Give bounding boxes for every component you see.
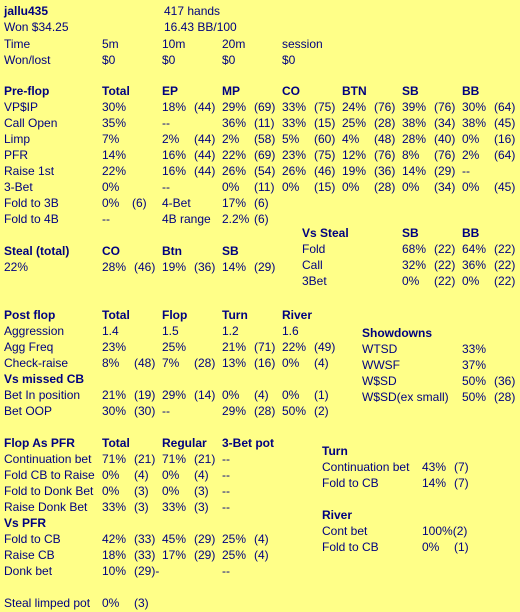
time-10m: 10m [162, 37, 186, 51]
postflop-row-label: Check-raise [4, 356, 69, 370]
vs-pfr-cell: (33) [134, 548, 156, 562]
preflop-cell: 22% [222, 148, 247, 162]
missed-cb-row-label: Bet OOP [4, 404, 53, 418]
flop-pfr-cell: 33% [162, 500, 187, 514]
postflop-cell: 21% [222, 340, 247, 354]
flop-pfr-cell: (21) [194, 452, 216, 466]
flop-pfr-cell: (21) [134, 452, 156, 466]
postflop-cell: (49) [314, 340, 336, 354]
preflop-cell: (34) [434, 116, 456, 130]
preflop-cell: 19% [342, 164, 367, 178]
fourbet-value: 17% [222, 196, 247, 210]
flop-pfr-header: 3-Bet pot [222, 436, 274, 450]
flop-pfr-cell: 71% [162, 452, 187, 466]
preflop-cell: 26% [222, 164, 247, 178]
preflop-cell: 24% [342, 100, 367, 114]
preflop-cell: 2% [162, 132, 180, 146]
preflop-cell: 35% [102, 116, 127, 130]
turn-title: Turn [322, 444, 348, 458]
missed-cb-cell: 29% [162, 388, 187, 402]
vs-missed-cb-title: Vs missed CB [4, 372, 85, 386]
vs-pfr-cell: -- [222, 564, 230, 578]
fourbet-range-count: (6) [254, 212, 269, 226]
preflop-cell: 0% [222, 180, 240, 194]
preflop-cell: (45) [494, 180, 516, 194]
hand-count: 417 hands [164, 4, 221, 18]
steal-cell: (36) [194, 260, 216, 274]
flop-pfr-cell: 0% [102, 484, 120, 498]
postflop-cell: 1.5 [162, 324, 179, 338]
vs-steal-sb: SB [402, 226, 419, 240]
flop-pfr-cell: (4) [134, 468, 149, 482]
missed-cb-cell: (19) [134, 388, 156, 402]
vs-pfr-cell: (33) [134, 532, 156, 546]
showdown-value: 50% [462, 374, 487, 388]
vs-pfr-title: Vs PFR [4, 516, 47, 530]
preflop-cell: 25% [342, 116, 367, 130]
preflop-row-label: Limp [4, 132, 31, 146]
turn-count: (7) [454, 460, 469, 474]
showdown-count: (36) [494, 374, 516, 388]
flop-pfr-cell: 71% [102, 452, 127, 466]
wonlost-20m: $0 [222, 53, 236, 67]
postflop-cell: 1.2 [222, 324, 239, 338]
preflop-cell: (64) [494, 100, 516, 114]
flop-pfr-cell: (3) [194, 500, 209, 514]
fourbet-range-value: 2.2% [222, 212, 250, 226]
showdowns-title: Showdowns [362, 326, 432, 340]
flop-pfr-cell: -- [222, 500, 230, 514]
preflop-cell: 12% [342, 148, 367, 162]
missed-cb-cell: 30% [102, 404, 127, 418]
preflop-cell: 7% [102, 132, 120, 146]
steal-co: CO [102, 244, 120, 258]
time-5m: 5m [102, 37, 119, 51]
preflop-cell: 26% [282, 164, 307, 178]
vs-steal-cell: (22) [434, 274, 456, 288]
postflop-header: Flop [162, 308, 188, 322]
preflop-cell: (29) [434, 164, 456, 178]
flop-pfr-cell: (3) [194, 484, 209, 498]
vs-steal-cell: 64% [462, 242, 487, 256]
postflop-header: River [282, 308, 313, 322]
wonlost-session: $0 [282, 53, 296, 67]
missed-cb-cell: (2) [314, 404, 329, 418]
preflop-row-label: Call Open [4, 116, 58, 130]
river-row-label: Fold to CB [322, 540, 379, 554]
turn-row-label: Continuation bet [322, 460, 410, 474]
turn-count: (7) [454, 476, 469, 490]
preflop-row-label: PFR [4, 148, 28, 162]
showdown-row-label: WTSD [362, 342, 398, 356]
preflop-cell: 0% [402, 180, 420, 194]
preflop-cell: (44) [194, 148, 216, 162]
preflop-cell: 22% [102, 164, 127, 178]
preflop-cell: 0% [282, 180, 300, 194]
postflop-cell: 22% [282, 340, 307, 354]
vs-steal-cell: (22) [434, 242, 456, 256]
preflop-cell: (76) [374, 148, 396, 162]
flop-pfr-row-label: Continuation bet [4, 452, 92, 466]
postflop-row-label: Agg Freq [4, 340, 54, 354]
preflop-cell: 2% [462, 148, 480, 162]
time-20m: 20m [222, 37, 246, 51]
preflop-cell: (36) [374, 164, 396, 178]
preflop-cell: (28) [374, 180, 396, 194]
preflop-header: EP [162, 84, 179, 98]
vs-steal-cell: 68% [402, 242, 427, 256]
preflop-header: BTN [342, 84, 367, 98]
preflop-cell: 18% [162, 100, 187, 114]
vs-pfr-cell: (4) [254, 548, 269, 562]
vs-pfr-cell: (29) [194, 548, 216, 562]
steal-cell: (29) [254, 260, 276, 274]
preflop-cell: 16% [162, 148, 187, 162]
vs-pfr-cell: (29)- [134, 564, 160, 578]
flop-pfr-cell: 0% [162, 484, 180, 498]
vs-steal-row-label: 3Bet [302, 274, 327, 288]
vs-pfr-cell: (29) [194, 532, 216, 546]
preflop-cell: 38% [402, 116, 427, 130]
preflop-cell: (60) [314, 132, 336, 146]
steal-limped-value: 0% [102, 596, 120, 610]
flop-pfr-row-label: Raise Donk Bet [4, 500, 88, 514]
preflop-cell: (69) [254, 148, 276, 162]
preflop-header: BB [462, 84, 480, 98]
showdown-value: 37% [462, 358, 487, 372]
flop-pfr-cell: 0% [162, 468, 180, 482]
time-session: session [282, 37, 323, 51]
preflop-header: SB [402, 84, 419, 98]
preflop-cell: (58) [254, 132, 276, 146]
preflop-cell: (46) [314, 164, 336, 178]
flop-pfr-cell: -- [222, 468, 230, 482]
flop-pfr-cell: 33% [102, 500, 127, 514]
turn-row-label: Fold to CB [322, 476, 379, 490]
wonlost-label: Won/lost [4, 53, 51, 67]
turn-value: 43% [422, 460, 447, 474]
wonlost-5m: $0 [102, 53, 116, 67]
preflop-row-label: Raise 1st [4, 164, 55, 178]
vs-pfr-cell: 10% [102, 564, 127, 578]
fourbet-label: 4-Bet [162, 196, 191, 210]
preflop-cell: (44) [194, 100, 216, 114]
river-value: 0% [422, 540, 440, 554]
vs-pfr-cell: 45% [162, 532, 187, 546]
flop-pfr-cell: -- [222, 452, 230, 466]
showdown-row-label: WWSF [362, 358, 400, 372]
showdown-row-label: W$SD(ex small) [362, 390, 449, 404]
bb-per-100: 16.43 BB/100 [164, 20, 237, 34]
postflop-title: Post flop [4, 308, 56, 322]
preflop-cell: 8% [402, 148, 420, 162]
steal-cell: 19% [162, 260, 187, 274]
preflop-cell: (45) [494, 116, 516, 130]
postflop-row-label: Aggression [4, 324, 65, 338]
preflop-header: Total [102, 84, 130, 98]
vs-pfr-row-label: Donk bet [4, 564, 53, 578]
missed-cb-cell: 21% [102, 388, 127, 402]
fold-to-3b-value: 0% [102, 196, 120, 210]
preflop-cell: 14% [402, 164, 427, 178]
showdown-row-label: W$SD [362, 374, 397, 388]
steal-cell: (46) [134, 260, 156, 274]
fold-to-4b-label: Fold to 4B [4, 212, 59, 226]
vs-pfr-cell: (4) [254, 532, 269, 546]
preflop-cell: (28) [374, 116, 396, 130]
missed-cb-cell: (28) [254, 404, 276, 418]
flop-pfr-cell: -- [222, 484, 230, 498]
vs-pfr-cell: 17% [162, 548, 187, 562]
wonlost-10m: $0 [162, 53, 176, 67]
flop-pfr-row-label: Fold CB to Raise [4, 468, 95, 482]
preflop-cell: (75) [314, 100, 336, 114]
preflop-cell: (76) [374, 100, 396, 114]
vs-steal-bb: BB [462, 226, 480, 240]
preflop-cell: (15) [314, 180, 336, 194]
vs-pfr-row-label: Fold to CB [4, 532, 61, 546]
preflop-title: Pre-flop [4, 84, 50, 98]
postflop-cell: 8% [102, 356, 120, 370]
showdown-count: (28) [494, 390, 516, 404]
missed-cb-cell: 0% [222, 388, 240, 402]
postflop-cell: 0% [282, 356, 300, 370]
player-name: jallu435 [4, 4, 49, 18]
preflop-cell: 23% [282, 148, 307, 162]
flop-pfr-cell: (4) [194, 468, 209, 482]
preflop-cell: (11) [254, 116, 275, 130]
vs-steal-cell: 0% [462, 274, 480, 288]
vs-steal-row-label: Fold [302, 242, 326, 256]
preflop-cell: -- [162, 180, 170, 194]
river-row-label: Cont bet [322, 524, 368, 538]
river-count: (1) [454, 540, 469, 554]
preflop-cell: -- [162, 116, 170, 130]
flop-pfr-cell: 0% [102, 468, 120, 482]
flop-pfr-title: Flop As PFR [4, 436, 75, 450]
vs-steal-cell: 36% [462, 258, 487, 272]
missed-cb-cell: -- [162, 404, 170, 418]
postflop-cell: 25% [162, 340, 187, 354]
steal-btn: Btn [162, 244, 182, 258]
preflop-cell: (15) [314, 116, 336, 130]
preflop-cell: 0% [342, 180, 360, 194]
preflop-row-label: 3-Bet [4, 180, 33, 194]
fold-to-4b-value: -- [102, 212, 110, 226]
preflop-cell: 2% [222, 132, 240, 146]
preflop-cell: 0% [462, 180, 480, 194]
preflop-cell: 5% [282, 132, 300, 146]
missed-cb-cell: (1) [314, 388, 329, 402]
postflop-cell: 1.6 [282, 324, 299, 338]
postflop-cell: (71) [254, 340, 276, 354]
preflop-cell: 30% [102, 100, 127, 114]
vs-steal-cell: 0% [402, 274, 420, 288]
steal-total: 22% [4, 260, 29, 274]
preflop-cell: 29% [222, 100, 247, 114]
preflop-cell: 0% [102, 180, 120, 194]
fourbet-count: (6) [254, 196, 269, 210]
preflop-cell: 33% [282, 116, 307, 130]
vs-steal-row-label: Call [302, 258, 323, 272]
preflop-cell: 16% [162, 164, 187, 178]
preflop-cell: (69) [254, 100, 276, 114]
preflop-cell: (75) [314, 148, 336, 162]
preflop-cell: (54) [254, 164, 276, 178]
postflop-cell: (4) [314, 356, 329, 370]
vs-steal-cell: (22) [494, 242, 516, 256]
fourbet-range-label: 4B range [162, 212, 211, 226]
steal-limped-label: Steal limped pot [4, 596, 91, 610]
vs-pfr-cell: 25% [222, 532, 247, 546]
postflop-cell: (16) [254, 356, 276, 370]
missed-cb-cell: 0% [282, 388, 300, 402]
vs-steal-cell: 32% [402, 258, 427, 272]
preflop-cell: 33% [282, 100, 307, 114]
missed-cb-cell: (14) [194, 388, 216, 402]
vs-steal-title: Vs Steal [302, 226, 349, 240]
preflop-cell: -- [462, 164, 470, 178]
preflop-header: CO [282, 84, 300, 98]
time-label: Time [4, 37, 31, 51]
preflop-cell: (11) [254, 180, 275, 194]
steal-title: Steal (total) [4, 244, 70, 258]
missed-cb-cell: (4) [254, 388, 269, 402]
steal-sb: SB [222, 244, 239, 258]
missed-cb-cell: 50% [282, 404, 307, 418]
preflop-cell: (64) [494, 148, 516, 162]
flop-pfr-header: Regular [162, 436, 207, 450]
vs-pfr-cell: 25% [222, 548, 247, 562]
postflop-header: Turn [222, 308, 248, 322]
fold-to-3b-label: Fold to 3B [4, 196, 59, 210]
won-amount: Won $34.25 [4, 20, 69, 34]
showdown-value: 50% [462, 390, 487, 404]
steal-cell: 28% [102, 260, 127, 274]
fold-to-3b-count: (6) [132, 196, 147, 210]
vs-pfr-row-label: Raise CB [4, 548, 55, 562]
postflop-cell: 7% [162, 356, 180, 370]
vs-steal-cell: (22) [494, 258, 516, 272]
flop-pfr-cell: (3) [134, 500, 149, 514]
preflop-cell: 36% [222, 116, 247, 130]
missed-cb-cell: (30) [134, 404, 156, 418]
steal-cell: 14% [222, 260, 247, 274]
preflop-cell: (40) [434, 132, 456, 146]
showdown-value: 33% [462, 342, 487, 356]
preflop-cell: 0% [462, 132, 480, 146]
preflop-cell: 14% [102, 148, 127, 162]
postflop-cell: 1.4 [102, 324, 119, 338]
steal-limped-count: (3) [134, 596, 149, 610]
preflop-cell: (76) [434, 148, 456, 162]
postflop-cell: 23% [102, 340, 127, 354]
preflop-cell: (76) [434, 100, 456, 114]
vs-pfr-cell: 42% [102, 532, 127, 546]
preflop-cell: (44) [194, 164, 216, 178]
preflop-cell: (44) [194, 132, 216, 146]
postflop-header: Total [102, 308, 130, 322]
postflop-cell: (28) [194, 356, 216, 370]
preflop-cell: 4% [342, 132, 360, 146]
vs-pfr-cell: 18% [102, 548, 127, 562]
postflop-cell: 13% [222, 356, 247, 370]
missed-cb-cell: 29% [222, 404, 247, 418]
flop-pfr-cell: (3) [134, 484, 149, 498]
preflop-cell: (34) [434, 180, 456, 194]
preflop-row-label: VP$IP [4, 100, 39, 114]
preflop-cell: 39% [402, 100, 427, 114]
river-value: 100%(2) [422, 524, 468, 538]
preflop-cell: 38% [462, 116, 487, 130]
vs-steal-cell: (22) [494, 274, 516, 288]
flop-pfr-header: Total [102, 436, 130, 450]
preflop-header: MP [222, 84, 240, 98]
turn-value: 14% [422, 476, 447, 490]
preflop-cell: (16) [494, 132, 516, 146]
preflop-cell: (48) [374, 132, 396, 146]
vs-steal-cell: (22) [434, 258, 456, 272]
preflop-cell: 30% [462, 100, 487, 114]
river-title: River [322, 508, 353, 522]
postflop-cell: (48) [134, 356, 156, 370]
missed-cb-row-label: Bet In position [4, 388, 81, 402]
preflop-cell: 28% [402, 132, 427, 146]
flop-pfr-row-label: Fold to Donk Bet [4, 484, 94, 498]
